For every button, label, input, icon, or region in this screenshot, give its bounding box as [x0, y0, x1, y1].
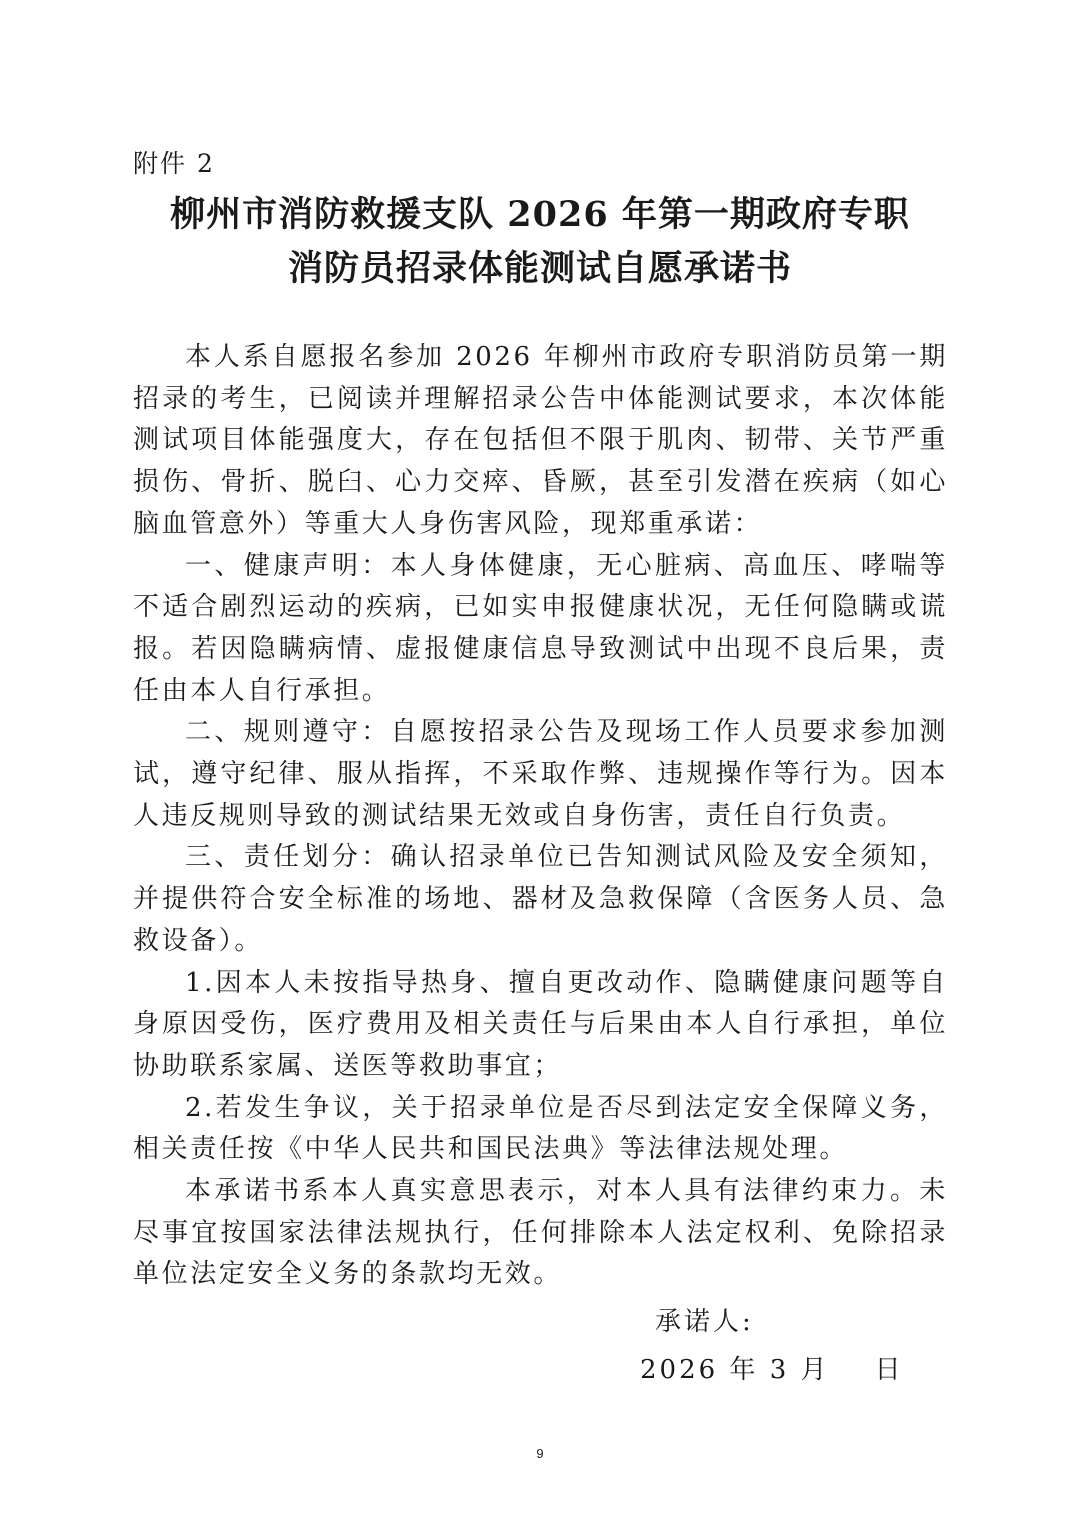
document-title-line-1: 柳州市消防救援支队 2026 年第一期政府专职: [170, 194, 910, 235]
responsibility-paragraph: 三、责任划分：确认招录单位已告知测试风险及安全须知，并提供符合安全标准的场地、器材及急救保障（含医务人员、急救设备）。: [133, 842, 948, 956]
signer-label: 承诺人:: [655, 1307, 754, 1337]
signature-date: 2026 年 3 月 日: [640, 1355, 904, 1385]
document-title-line-2: 消防员招录体能测试自愿承诺书: [287, 248, 792, 289]
responsibility-item-2: 2.若发生争议，关于招录单位是否尽到法定安全保障义务，相关责任按《中华人民共和国民法典》等法律法规处理。: [133, 1092, 948, 1165]
document-body: [133, 337, 948, 1296]
rules-compliance-paragraph: 二、规则遵守：自愿按招录公告及现场工作人员要求参加测试，遵守纪律、服从指挥，不采取作弊、违规操作等行为。因本人违反规则导致的测试结果无效或自身伤害，责任自行负责。: [133, 717, 948, 831]
intro-paragraph: 本人系自愿报名参加 2026 年柳州市政府专职消防员第一期招录的考生，已阅读并理解招录公告中体能测试要求，本次体能测试项目体能强度大，存在包括但不限于肌肉、韧带、关节严重损伤、骨折、脱臼、心力交瘁、昏厥，甚至引发潜在疾病（如心脑血管意外）等重大人身伤害风险，现郑重承诺：: [133, 342, 948, 539]
page-number: 9: [536, 1446, 544, 1461]
health-declaration-paragraph: 一、健康声明：本人身体健康，无心脏病、高血压、哮喘等不适合剧烈运动的疾病，已如实申报健康状况，无任何隐瞒或谎报。若因隐瞒病情、虚报健康信息导致测试中出现不良后果，责任由本人自行承担。: [133, 550, 948, 706]
responsibility-item-1: 1.因本人未按指导热身、擅自更改动作、隐瞒健康问题等自身原因受伤，医疗费用及相关责任与后果由本人自行承担，单位协助联系家属、送医等救助事宜；: [133, 967, 948, 1081]
closing-paragraph: 本承诺书系本人真实意思表示，对本人具有法律约束力。未尽事宜按国家法律法规执行，任何排除本人法定权利、免除招录单位法定安全义务的条款均无效。: [133, 1176, 948, 1290]
attachment-label: 附件 2: [133, 149, 215, 178]
